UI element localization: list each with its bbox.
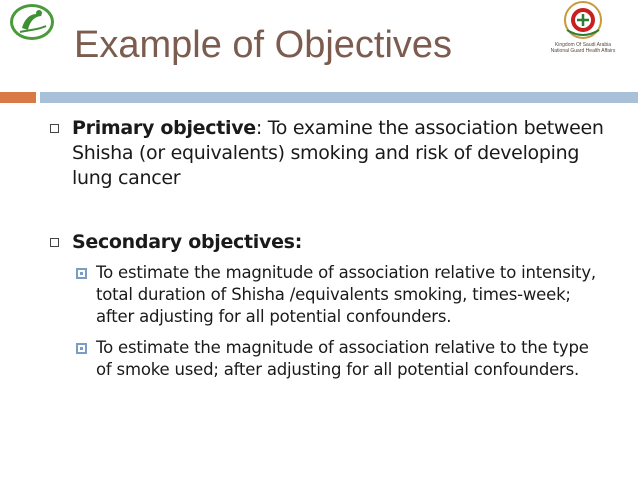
logo-caption-line2: National Guard Health Affairs	[550, 48, 616, 54]
national-guard-emblem-icon	[561, 0, 605, 42]
sub-bullet-2	[76, 337, 596, 381]
logo-caption-line1: Kingdom Of Saudi Arabia	[554, 42, 612, 48]
bullet-primary-bold: Primary objective	[72, 117, 256, 139]
square-bullet-icon	[50, 124, 59, 133]
left-logo-icon	[8, 2, 56, 42]
sub-bullet-icon	[76, 268, 87, 279]
sub-bullet-2-text: To estimate the magnitude of association relative to the type of smoke used; after adjusting for all potential confounders.	[96, 338, 589, 379]
sub-bullet-1	[76, 262, 596, 328]
square-bullet-icon	[50, 238, 59, 247]
bullet-secondary-bold: Secondary objectives:	[72, 231, 302, 253]
sub-bullet-icon	[76, 343, 87, 354]
title-rule-blue	[40, 92, 638, 103]
bullet-primary-text: : To examine the association between Shisha (or equivalents) smoking and risk of developing lung cancer	[72, 117, 604, 189]
slide-title: Example of Objectives	[74, 24, 453, 66]
title-rule-orange	[0, 92, 36, 103]
bullet-secondary-objectives	[48, 230, 608, 255]
national-guard-logo	[528, 0, 638, 60]
sub-bullet-1-text: To estimate the magnitude of association relative to intensity, total duration of Shisha /equivalents smoking, times-week; after adjusting for all potential confounders.	[96, 263, 596, 326]
bullet-primary-objective	[48, 116, 608, 191]
